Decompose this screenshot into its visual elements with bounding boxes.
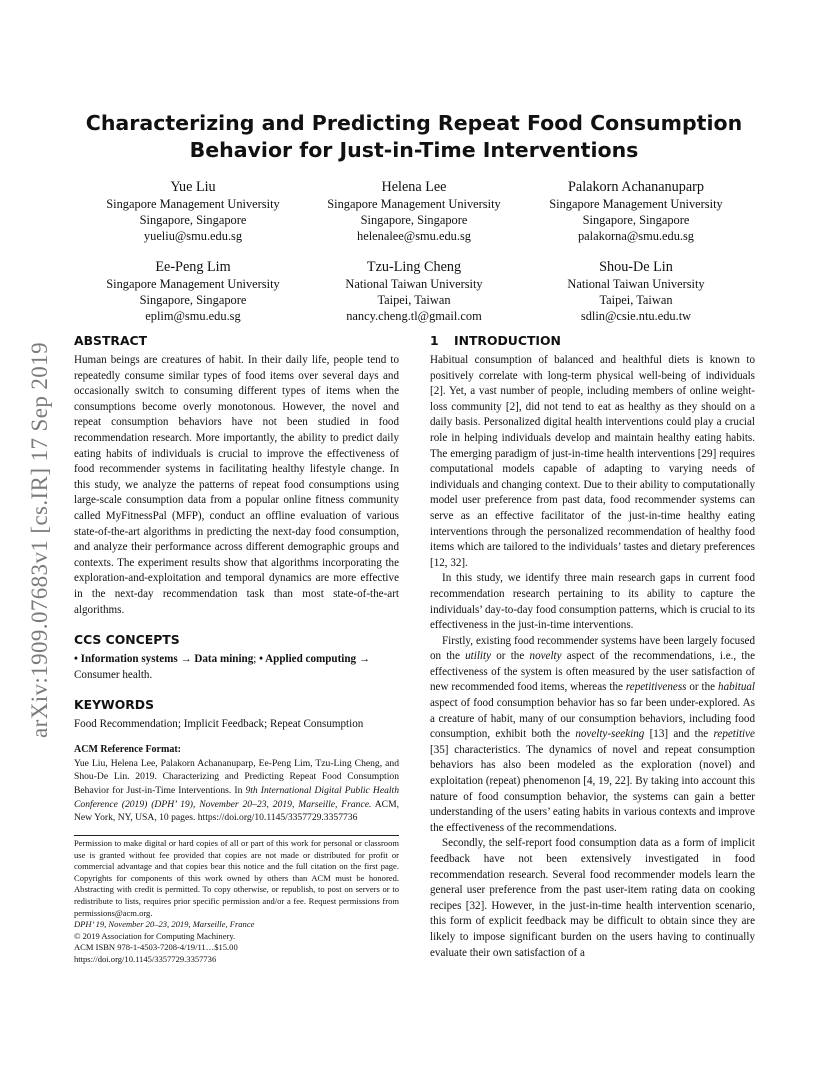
author-name: Yue Liu <box>170 179 216 195</box>
author-name: Shou-De Lin <box>599 259 673 275</box>
permission-isbn: ACM ISBN 978-1-4503-7208-4/19/11…$15.00 <box>74 942 238 953</box>
author-card <box>301 258 527 324</box>
author-card <box>301 178 527 244</box>
intro-paragraph-2: In this study, we identify three main research gaps in current food recommendation research pertaining to its ability to capture the individuals’ day-to-day food consumption patterns, which is crucial to its effectiveness in the just-in-time interventions. <box>430 572 755 632</box>
permission-text: Permission to make digital or hard copies of all or part of this work for personal or classroom use is granted without fee provided that copies are not made or distributed for profit or commercial advantage and that copies bear this notice and the full citation on the first page. Copyrights for components of this work owned by others than ACM must be honored. Abstracting with credit is permitted. To copy otherwise, or republish, to post on servers or to redistribute to lists, requires prior specific permission and/or a fee. Request permissions from permissions@acm.org. <box>74 838 399 918</box>
author-affiliation: Singapore Management University <box>327 197 501 211</box>
permission-venue: DPH’ 19, November 20–23, 2019, Marseille, France <box>74 919 255 930</box>
ccs-bullet-2: • Applied computing <box>259 653 357 666</box>
right-column <box>430 333 755 961</box>
ccs-arrow-1: → <box>177 653 195 666</box>
keywords-section <box>74 697 399 733</box>
title-line-1: Characterizing and Predicting Repeat Food Consumption <box>85 111 743 135</box>
permission-notice <box>74 838 399 966</box>
abstract-section <box>74 333 399 618</box>
paper-title <box>74 110 754 164</box>
author-email: nancy.cheng.tl@gmail.com <box>346 309 482 323</box>
ccs-bullet-1: • Information systems <box>74 653 178 666</box>
author-name: Palakorn Achananuparp <box>568 179 704 195</box>
author-location: Singapore, Singapore <box>360 213 468 227</box>
reference-format-section <box>74 743 399 825</box>
author-card <box>80 178 306 244</box>
left-column <box>74 333 399 825</box>
author-email: sdlin@csie.ntu.edu.tw <box>580 309 692 323</box>
author-affiliation: National Taiwan University <box>345 277 483 291</box>
author-affiliation: National Taiwan University <box>567 277 705 291</box>
introduction-heading <box>430 333 755 349</box>
reference-venue: 9th International Digital Public Health Conference (2019) (DPH’ 19), November 20–23, 2019, Marseille, France. <box>74 785 399 810</box>
permission-copyright: © 2019 Association for Computing Machinery. <box>74 930 236 941</box>
author-location: Singapore, Singapore <box>139 293 247 307</box>
reference-text-part-2: ACM, New York, NY, USA, 10 pages. https://doi.org/10.1145/3357729.3357736 <box>74 798 399 824</box>
author-email: yueliu@smu.edu.sg <box>143 229 243 243</box>
abstract-heading: ABSTRACT <box>74 333 148 348</box>
keywords-text: Food Recommendation; Implicit Feedback; Repeat Consumption <box>74 718 364 731</box>
author-name: Helena Lee <box>381 179 447 195</box>
reference-text-part-1: Yue Liu, Helena Lee, Palakorn Achananuparp, Ee-Peng Lim, Tzu-Ling Cheng, and Shou-De Lin. 2019. Characterizing and Predicting Repeat Food Consumption Behavior for Just-in-Time Interventions. In <box>74 757 399 797</box>
author-location: Taipei, Taiwan <box>377 293 451 307</box>
intro-paragraph-3: Firstly, existing food recommender systems have been largely focused on the utility or the novelty aspect of the recommendations, i.e., the effectiveness of the system is often measured by the user satisfaction of new recommended food items, whereas the repetitiveness or the habitual aspect of food consumption behavior has so far been under-explored. As a creature of habit, many of our consumption behaviors, including food consumption, exhibit both the novelty-seeking [13] and the repetitive [35] characteristics. The dynamics of novel and repeat consumption behaviors has also been modeled as the exploration (novel) and exploitation (repeat) phenomenon [4, 19, 22]. By taking into account this nature of food consumption behavior, the systems can gain a better understanding of the users’ eating habits in various contexts and improve the effectiveness of the recommendations. <box>430 634 755 834</box>
permission-doi: https://doi.org/10.1145/3357729.3357736 <box>74 953 217 964</box>
author-name: Ee-Peng Lim <box>155 259 231 275</box>
author-card <box>523 258 749 324</box>
abstract-text: Human beings are creatures of habit. In their daily life, people tend to repeatedly consume similar types of food items over several days and occasionally switch to consuming different types of items when the consumptions become overly monotonous. However, the novel and repeat consumption behaviors have not been studied in food recommendation research. More importantly, the ability to predict daily eating habits of individuals is crucial to improve the effectiveness of food recommender systems in facilitating healthy lifestyle change. In this study, we analyze the patterns of repeat food consumptions using large-scale consumption data from a popular online fitness community called MyFitnessPal (MFP), conduct an offline evaluation of various state-of-the-art algorithms in predicting the next-day food consumption, and analyze their performance across different demographic groups and contexts. The experiment results show that algorithms incorporating the exploration-and-exploitation and temporal dynamics are more effective in the next-day recommendation task than most state-of-the-art algorithms. <box>74 354 399 616</box>
reference-format-text <box>74 757 399 825</box>
author-affiliation: Singapore Management University <box>106 197 280 211</box>
footnote-divider <box>74 835 399 836</box>
intro-paragraph-4: Secondly, the self-report food consumption data as a form of implicit feedback have not been extensively investigated in food recommendation research. Several food recommender models learn the general user preference from the past user-item rating data on cooking recipes [32]. However, in the just-in-time health intervention scenario, this form of explicit feedback may be difficult to obtain since they are likely to impose significant burden on the users having to continually evaluate their own satisfaction of a <box>430 837 755 959</box>
author-card <box>80 258 306 324</box>
author-location: Singapore, Singapore <box>139 213 247 227</box>
keywords-heading: KEYWORDS <box>74 697 154 713</box>
author-affiliation: Singapore Management University <box>549 197 723 211</box>
title-line-2: Behavior for Just-in-Time Interventions <box>189 138 639 162</box>
author-location: Singapore, Singapore <box>582 213 690 227</box>
author-card <box>523 178 749 244</box>
ccs-item-1: Data mining <box>194 653 254 666</box>
section-title: INTRODUCTION <box>454 333 561 348</box>
ccs-section <box>74 632 399 683</box>
ccs-separator: ; <box>253 653 260 666</box>
author-email: helenalee@smu.edu.sg <box>357 229 471 243</box>
ccs-text <box>74 652 399 683</box>
intro-paragraph-1: Habitual consumption of balanced and healthful diets is known to positively correlate with long-term physical well-being of individuals [2]. Yet, a vast number of people, including members of online weight-loss community [2], did not tend to eat as healthy as they should on a daily basis. Personalized digital health interventions could play a crucial role in helping individuals develop and maintain healthy eating habits. The emerging paradigm of just-in-time health interventions [29] requires computational models capable of adapting to varying needs of individuals and changing context. Due to their ability to computationally model user preference from past data, food recommender systems can serve as an effective facilitator of the just-in-time healthy eating interventions through the personalized recommendation of healthy food items which are tailored to the individuals’ tastes and dietary preferences [12, 32]. <box>430 354 755 569</box>
ccs-arrow-2: → <box>356 653 370 666</box>
author-name: Tzu-Ling Cheng <box>366 259 462 275</box>
author-email: eplim@smu.edu.sg <box>145 309 241 323</box>
author-email: palakorna@smu.edu.sg <box>577 229 695 243</box>
ccs-item-2: Consumer health. <box>74 668 153 681</box>
author-affiliation: Singapore Management University <box>106 277 280 291</box>
reference-format-heading: ACM Reference Format: <box>74 743 181 755</box>
author-location: Taipei, Taiwan <box>599 293 673 307</box>
arxiv-identifier: arXiv:1909.07683v1 [cs.IR] 17 Sep 2019 <box>27 342 52 738</box>
section-number: 1 <box>430 333 439 348</box>
ccs-heading: CCS CONCEPTS <box>74 632 180 648</box>
